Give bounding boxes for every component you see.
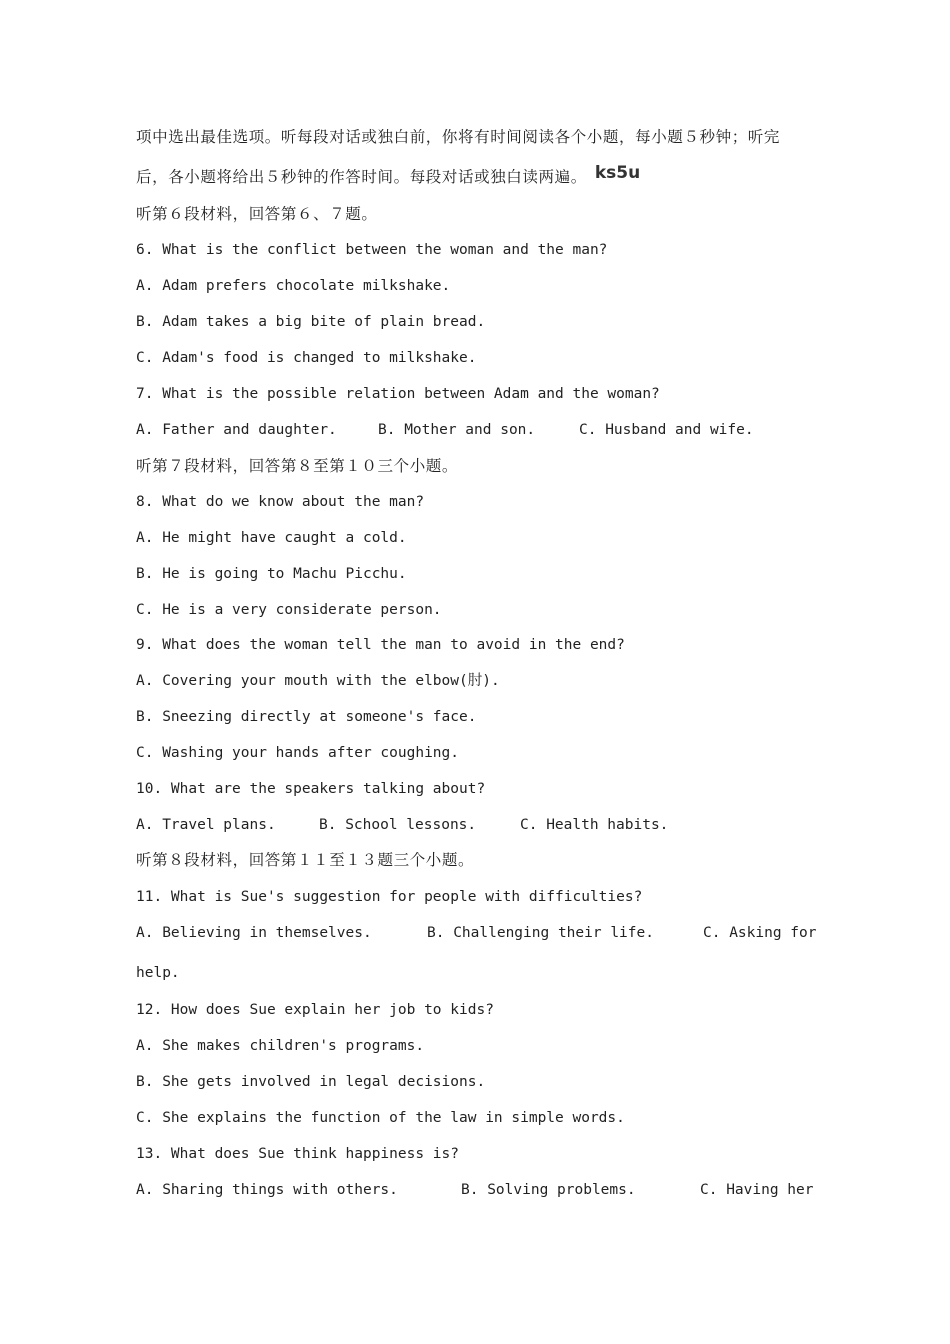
question-10-stem: 10. What are the speakers talking about? xyxy=(136,781,486,797)
question-6-option-b: B. Adam takes a big bite of plain bread. xyxy=(136,314,486,330)
question-7-options xyxy=(136,420,816,440)
question-11-option-b: B. Challenging their life. xyxy=(427,925,654,941)
section-7-heading: 听第７段材料，回答第８至第１０三个小题。 xyxy=(136,457,459,475)
question-11-option-c-continued: help. xyxy=(136,965,180,981)
question-8-option-b: B. He is going to Machu Picchu. xyxy=(136,566,407,582)
question-9-stem: 9. What does the woman tell the man to avoid in the end? xyxy=(136,637,625,653)
question-9-option-c: C. Washing your hands after coughing. xyxy=(136,745,460,761)
question-11-option-a: A. Believing in themselves. xyxy=(136,925,372,941)
question-12-option-b: B. She gets involved in legal decisions. xyxy=(136,1074,486,1090)
question-8-option-c: C. He is a very considerate person. xyxy=(136,602,442,618)
intro-text: 后，各小题将给出５秒钟的作答时间。每段对话或独白读两遍。 xyxy=(136,168,587,186)
question-12-stem: 12. How does Sue explain her job to kids? xyxy=(136,1002,494,1018)
question-7-option-a: A. Father and daughter. xyxy=(136,422,337,438)
intro-line-1: 项中选出最佳选项。听每段对话或独白前，你将有时间阅读各个小题，每小题５秒钟；听完 xyxy=(136,128,781,146)
question-11-option-c: C. Asking for xyxy=(703,925,817,941)
intro-line-2 xyxy=(136,163,641,187)
question-13-option-a: A. Sharing things with others. xyxy=(136,1182,398,1198)
question-8-option-a: A. He might have caught a cold. xyxy=(136,530,407,546)
question-9-option-b: B. Sneezing directly at someone's face. xyxy=(136,709,477,725)
question-8-stem: 8. What do we know about the man? xyxy=(136,494,425,510)
question-9-option-a: A. Covering your mouth with the elbow(肘). xyxy=(136,673,500,689)
question-11-stem: 11. What is Sue's suggestion for people with difficulties? xyxy=(136,889,643,905)
question-13-option-b: B. Solving problems. xyxy=(461,1182,636,1198)
question-6-option-c: C. Adam's food is changed to milkshake. xyxy=(136,350,477,366)
question-7-option-c: C. Husband and wife. xyxy=(579,422,754,438)
question-10-option-b: B. School lessons. xyxy=(319,817,477,833)
question-13-options xyxy=(136,1180,816,1200)
question-13-stem: 13. What does Sue think happiness is? xyxy=(136,1146,460,1162)
ks5u-watermark: ks5u xyxy=(594,163,641,183)
question-6-stem: 6. What is the conflict between the woman and the man? xyxy=(136,242,608,258)
question-12-option-a: A. She makes children's programs. xyxy=(136,1038,425,1054)
question-12-option-c: C. She explains the function of the law in simple words. xyxy=(136,1110,625,1126)
question-11-options xyxy=(136,923,816,943)
question-7-stem: 7. What is the possible relation between Adam and the woman? xyxy=(136,386,660,402)
question-13-option-c: C. Having her xyxy=(700,1182,814,1198)
question-7-option-b: B. Mother and son. xyxy=(378,422,536,438)
section-6-heading: 听第６段材料，回答第６、７题。 xyxy=(136,205,378,223)
question-10-options xyxy=(136,815,816,835)
question-10-option-a: A. Travel plans. xyxy=(136,817,276,833)
section-8-heading: 听第８段材料，回答第１１至１３题三个小题。 xyxy=(136,851,475,869)
question-6-option-a: A. Adam prefers chocolate milkshake. xyxy=(136,278,451,294)
question-10-option-c: C. Health habits. xyxy=(520,817,669,833)
